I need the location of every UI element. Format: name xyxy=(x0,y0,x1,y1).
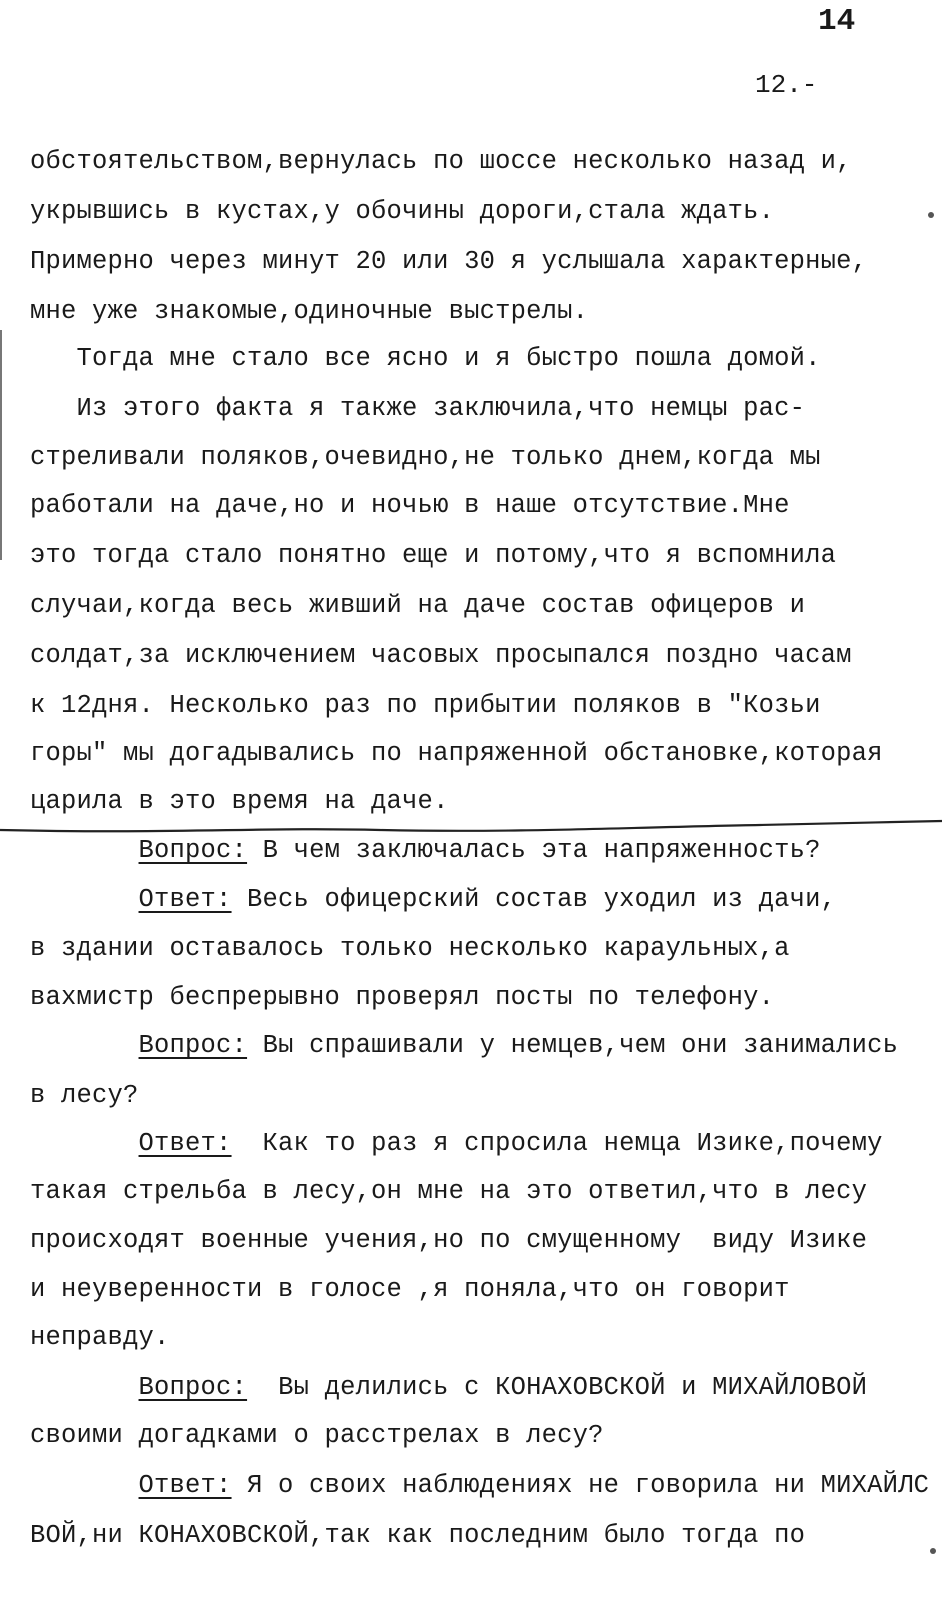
question-text: Вы делились с КОНАХОВСКОЙ и МИХАЙЛОВОЙ xyxy=(247,1373,868,1402)
question-label: Вопрос: xyxy=(138,1031,248,1060)
text-line: такая стрельба в лесу,он мне на это ответил,что в лесу xyxy=(30,1177,868,1206)
text-line: в лесу? xyxy=(30,1081,139,1110)
scan-speck xyxy=(928,212,934,218)
typed-page-number: 12.- xyxy=(755,70,818,100)
answer-text: Весь офицерский состав уходил из дачи, xyxy=(231,885,837,914)
answer-text: Как то раз я спросила немца Изике,почему xyxy=(231,1129,883,1158)
text-line: и неуверенности в голосе ,я поняла,что он говорит xyxy=(30,1275,790,1304)
text-line: к 12дня. Несколько раз по прибытии поляков в "Козьи xyxy=(30,691,821,720)
answer-line xyxy=(30,1128,883,1160)
question-line xyxy=(30,1372,867,1404)
question-line xyxy=(30,835,821,867)
text-line: вахмистр беспрерывно проверял посты по телефону. xyxy=(30,983,775,1012)
text-line: горы" мы догадывались по напряженной обстановке,которая xyxy=(30,739,883,768)
archive-page-number: 14 xyxy=(818,4,856,39)
answer-label: Ответ: xyxy=(138,885,232,914)
text-line: происходят военные учения,но по смущенному виду Изике xyxy=(30,1226,868,1255)
answer-line xyxy=(30,884,836,916)
answer-label: Ответ: xyxy=(138,1129,232,1158)
text-line: Тогда мне стало все ясно и я быстро пошла домой. xyxy=(30,344,821,373)
text-line: случаи,когда весь живший на даче состав офицеров и xyxy=(30,591,806,620)
question-text: В чем заключалась эта напряженность? xyxy=(247,836,821,865)
scan-speck xyxy=(930,1548,936,1554)
text-line: солдат,за исключением часовых просыпался поздно часам xyxy=(30,641,852,670)
text-line: Из этого факта я также заключила,что немцы рас- xyxy=(30,394,806,423)
question-line xyxy=(30,1030,898,1062)
text-line: царила в это время на даче. xyxy=(30,787,449,816)
answer-line xyxy=(30,1470,929,1502)
text-line: это тогда стало понятно еще и потому,что я вспомнила xyxy=(30,541,837,570)
text-line: своими догадками о расстрелах в лесу? xyxy=(30,1421,604,1450)
text-line: обстоятельством,вернулась по шоссе несколько назад и, xyxy=(30,147,852,176)
text-line: ВОЙ,ни КОНАХОВСКОЙ,так как последним было тогда по xyxy=(30,1521,806,1550)
answer-text: Я о своих наблюдениях не говорила ни МИХАЙЛС xyxy=(231,1471,930,1500)
scan-edge-mark xyxy=(0,330,2,560)
answer-label: Ответ: xyxy=(138,1471,232,1500)
question-text: Вы спрашивали у немцев,чем они занимались xyxy=(247,1031,899,1060)
text-line: укрывшись в кустах,у обочины дороги,стала ждать. xyxy=(30,197,775,226)
question-label: Вопрос: xyxy=(138,1373,248,1402)
text-line: работали на даче,но и ночью в наше отсутствие.Мне xyxy=(30,491,790,520)
text-line: неправду. xyxy=(30,1323,170,1352)
text-line: в здании оставалось только несколько караульных,а xyxy=(30,934,790,963)
text-line: стреливали поляков,очевидно,не только днем,когда мы xyxy=(30,443,821,472)
text-line: мне уже знакомые,одиночные выстрелы. xyxy=(30,297,589,326)
question-label: Вопрос: xyxy=(138,836,248,865)
text-line: Примерно через минут 20 или 30 я услышала характерные, xyxy=(30,247,868,276)
